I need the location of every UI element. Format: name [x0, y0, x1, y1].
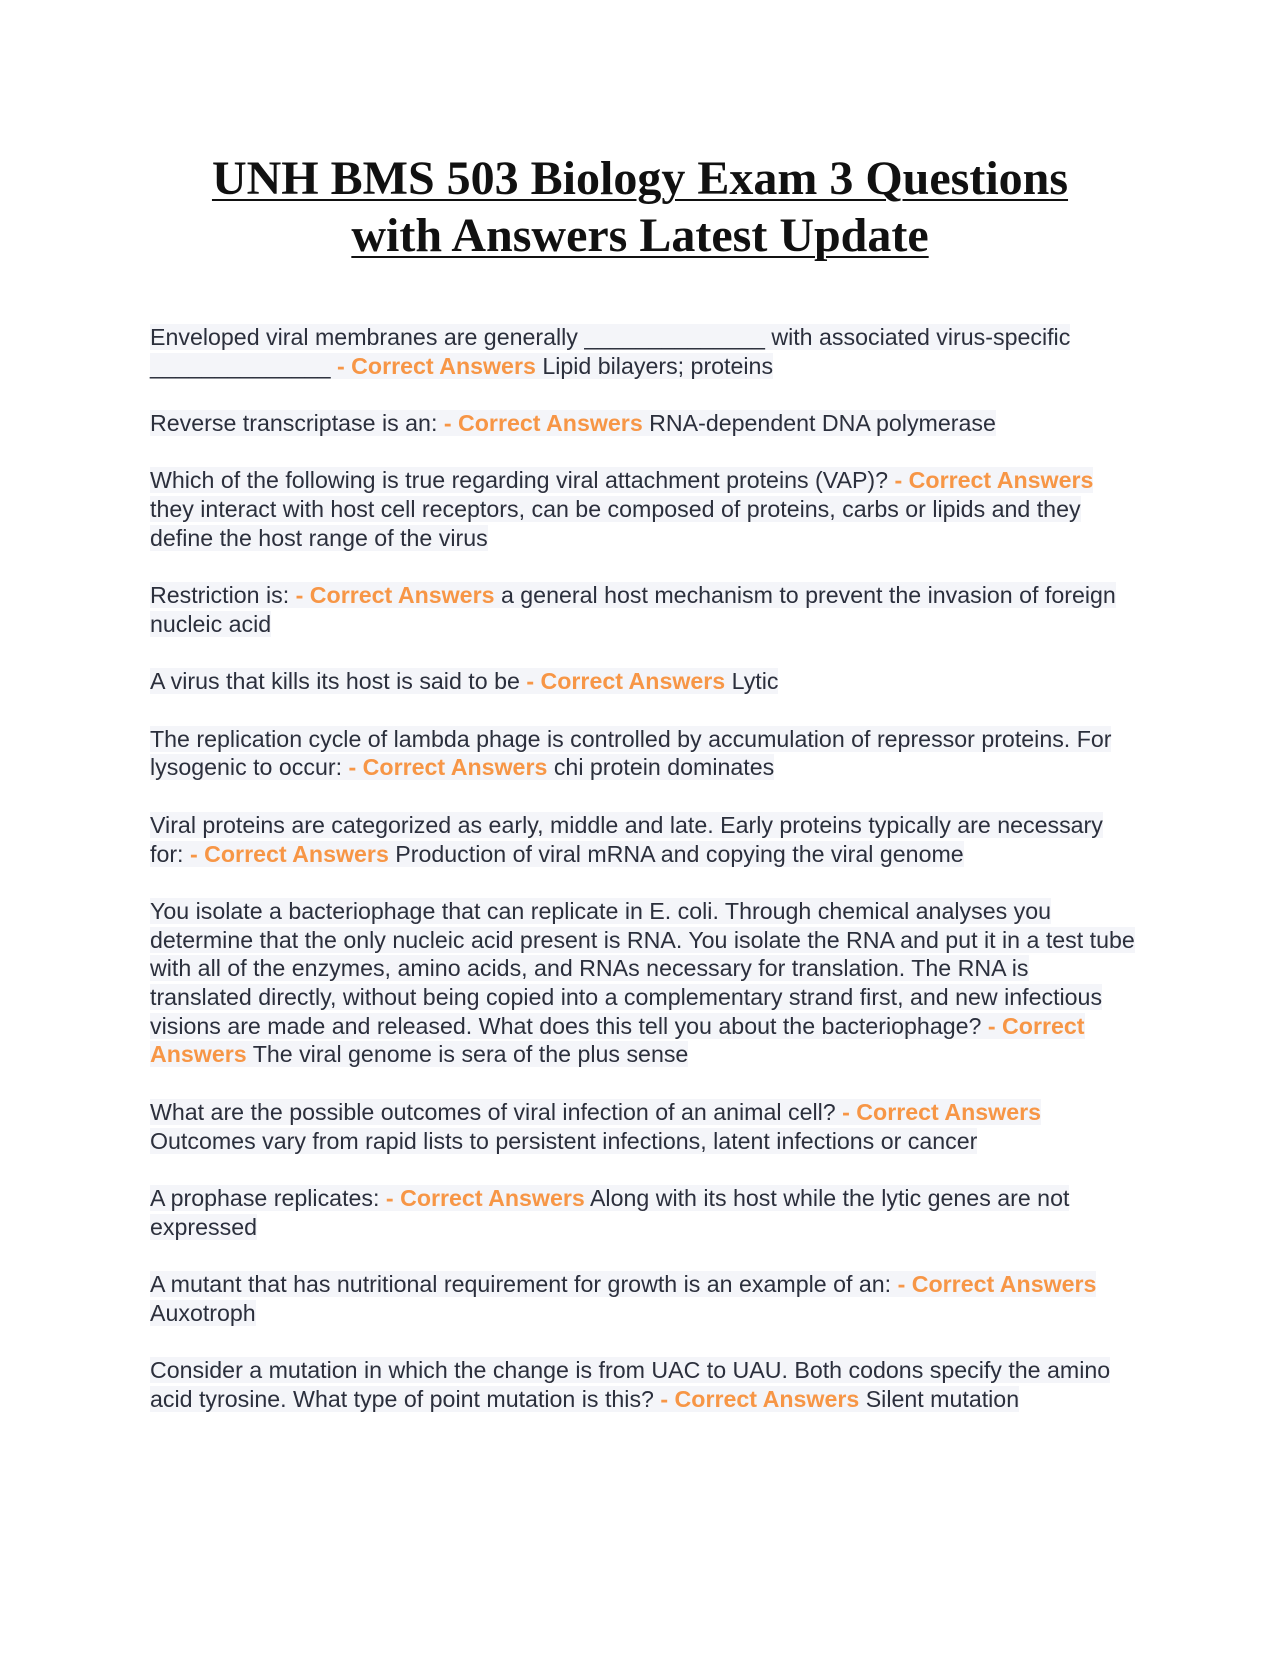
qa-item: [150, 323, 1135, 380]
qa-list: [150, 323, 1135, 1442]
answer-text: The viral genome is sera of the plus sense: [252, 1041, 689, 1068]
qa-highlight: [150, 1271, 1096, 1326]
answer-text: Auxotroph: [150, 1299, 256, 1326]
qa-highlight: [150, 898, 1135, 1068]
correct-answers-label: - Correct Answers: [189, 840, 389, 867]
qa-highlight: [150, 410, 996, 436]
qa-highlight: [150, 812, 1103, 867]
answer-text: Along with its host while the lytic genes are not expressed: [150, 1184, 1070, 1240]
correct-answers-label: - Correct Answers: [337, 352, 536, 379]
title-line-1: UNH BMS 503 Biology Exam 3 Questions: [211, 152, 1069, 205]
qa-item: [150, 667, 1135, 696]
answer-text: Production of viral mRNA and copying the viral genome: [395, 840, 964, 867]
question-text: Enveloped viral membranes are generally ______________ with associated virus-specific ______________: [150, 324, 1071, 379]
answer-text: RNA-dependent DNA polymerase: [649, 410, 996, 437]
correct-answers-label: - Correct Answers: [150, 1012, 1085, 1068]
question-text: The replication cycle of lambda phage is controlled by accumulation of repressor proteins. For lysogenic to occur:: [150, 725, 1112, 781]
answer-text: Silent mutation: [865, 1385, 1020, 1412]
correct-answers-label: - Correct Answers: [348, 754, 548, 781]
qa-item: [150, 1098, 1135, 1155]
correct-answers-label: - Correct Answers: [842, 1098, 1042, 1125]
qa-item: [150, 581, 1135, 638]
question-text: A virus that kills its host is said to be: [150, 668, 520, 695]
question-text: Reverse transcriptase is an:: [150, 410, 438, 437]
correct-answers-label: - Correct Answers: [385, 1184, 585, 1211]
answer-text: Outcomes vary from rapid lists to persistent infections, latent infections or cancer: [150, 1127, 978, 1154]
question-text: Viral proteins are categorized as early, middle and late. Early proteins typically are necessary for:: [150, 811, 1103, 867]
qa-item: [150, 1356, 1135, 1413]
correct-answers-label: - Correct Answers: [894, 467, 1094, 494]
qa-item: [150, 811, 1135, 868]
qa-item: [150, 1270, 1135, 1327]
qa-highlight: [150, 1185, 1069, 1240]
qa-item: [150, 409, 1135, 438]
correct-answers-label: - Correct Answers: [897, 1271, 1097, 1298]
question-text: A mutant that has nutritional requirement for growth is an example of an:: [150, 1271, 892, 1298]
qa-highlight: [150, 324, 1070, 379]
qa-item: [150, 897, 1135, 1069]
qa-highlight: [150, 726, 1111, 781]
correct-answers-label: - Correct Answers: [526, 668, 726, 695]
question-text: You isolate a bacteriophage that can replicate in E. coli. Through chemical analyses you determine that the only nucleic acid present is RNA. You isolate the RNA and put it in a test tube with all of the enzymes, amino acids, and RNAs necessary for translation. The RNA is translated directly, without being copied into a complementary strand first, and new infectious visions are made and released. What does this tell you about the bacteriophage?: [150, 897, 1135, 1039]
answer-text: they interact with host cell receptors, can be composed of proteins, carbs or lipids and they define the host range of the virus: [150, 496, 1081, 551]
document-title: [0, 150, 1280, 264]
qa-highlight: [150, 668, 778, 694]
question-text: Consider a mutation in which the change is from UAC to UAU. Both codons specify the amino acid tyrosine. What type of point mutation is this?: [150, 1357, 1111, 1412]
question-text: A prophase replicates:: [150, 1184, 380, 1211]
qa-item: [150, 1184, 1135, 1241]
question-text: Restriction is:: [150, 582, 290, 609]
title-line-2: with Answers Latest Update: [351, 209, 929, 262]
qa-highlight: [150, 582, 1116, 637]
question-text: What are the possible outcomes of viral infection of an animal cell?: [150, 1098, 836, 1125]
qa-item: [150, 725, 1135, 782]
answer-text: Lytic: [731, 668, 779, 695]
correct-answers-label: - Correct Answers: [295, 582, 495, 609]
correct-answers-label: - Correct Answers: [660, 1385, 860, 1412]
qa-highlight: [150, 1357, 1110, 1412]
answer-text: a general host mechanism to prevent the invasion of foreign nucleic acid: [150, 582, 1116, 637]
answer-text: Lipid bilayers; proteins: [542, 352, 774, 379]
qa-highlight: [150, 467, 1093, 550]
qa-item: [150, 466, 1135, 552]
correct-answers-label: - Correct Answers: [443, 410, 643, 437]
qa-highlight: [150, 1099, 1041, 1154]
question-text: Which of the following is true regarding viral attachment proteins (VAP)?: [150, 467, 889, 494]
answer-text: chi protein dominates: [553, 754, 775, 781]
